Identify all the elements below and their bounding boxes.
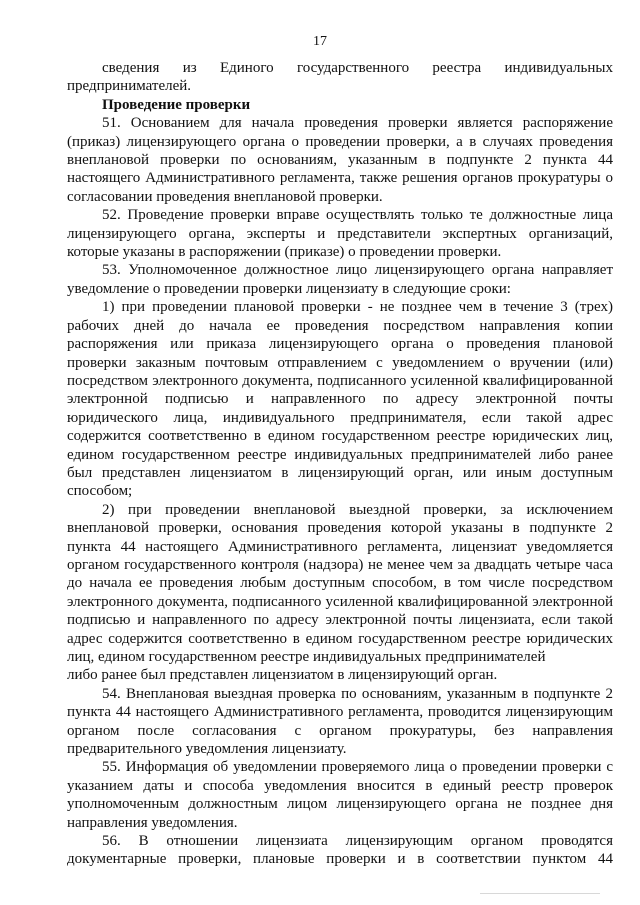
paragraph-51: 51. Основанием для начала проведения проверки является распоряжение (приказ) лицензирующего органа о проведении проверки, а в случаях проведения внеплановой проверки по основаниям, указанным в подпункте 2 пункта 44 настоящего Административного регламента, также решения органов прокуратуры о согласовании проведения внеплановой проверки. [67, 115, 613, 205]
paragraph-56: 56. В отношении лицензиата лицензирующим органом проводятся документарные проверки, плановые проверки и в соответствии пунктом 44 [67, 833, 613, 868]
paragraph-53: 53. Уполномоченное должностное лицо лицензирующего органа направляет уведомление о проведении проверки лицензиату в следующие сроки: [67, 262, 613, 297]
paragraph-52: 52. Проведение проверки вправе осуществлять только те должностные лица лицензирующего органа, эксперты и представители экспертных организаций, которые указаны в распоряжении (приказе) о проведении проверки. [67, 207, 613, 261]
paragraph-54: 54. Внеплановая выездная проверка по основаниям, указанным в подпункте 2 пункта 44 настоящего Административного регламента, проводится лицензирующим органом после согласования с органом прокуратуры, без направления предварительного уведомления лицензиату. [67, 685, 613, 758]
document-body [67, 59, 613, 869]
page-number: 17 [313, 34, 327, 49]
paragraph-55: 55. Информация об уведомлении проверяемого лица о проведении проверки с указанием даты и способа уведомления вносится в единый реестр проверок уполномоченным должностным лицом лицензирующего органа не позднее дня направления уведомления. [67, 759, 613, 831]
paragraph-53-item-2: 2) при проведении внеплановой выездной проверки, за исключением внеплановой проверки, основания проведения которой указаны в подпункте 2 пункта 44 настоящего Административного регламента, лицензиат уведомляется органом государственного контроля (надзора) не менее чем за двадцать четыре часа до начала ее проведения любым доступным способом, в том числе посредством электронного документа, подписанного усиленной квалифицированной электронной подписью и направленного по адресу электронной почты лицензиата, если такой адрес содержится соответственно в едином государственном реестре юридических лиц, едином государственном реестре индивидуальных предпринимателей [67, 501, 613, 665]
paragraph-53-item-2-continuation: либо ранее был представлен лицензиатом в лицензирующий орган. [67, 667, 498, 684]
paragraph-53-item-1: 1) при проведении плановой проверки - не позднее чем в течение 3 (трех) рабочих дней до начала ее проведения посредством направления копии распоряжения или приказа лицензирующего органа о проведения плановой проверки заказным почтовым отправлением с уведомлением о вручении (или) посредством электронного документа, подписанного усиленной квалифицированной электронной подписью и направленного по адресу электронной почты юридического лица, индивидуального предпринимателя, если такой адрес содержится соответственно в едином государственном реестре юридических лиц, едином государственном реестре индивидуальных предпринимателей либо ранее был представлен лицензиатом в лицензирующий орган, или иным доступным способом; [67, 299, 613, 500]
scan-artifact-line [480, 893, 600, 894]
intro-paragraph: сведения из Единого государственного реестра индивидуальных предпринимателей. [67, 60, 613, 95]
section-heading: Проведение проверки [102, 96, 251, 113]
